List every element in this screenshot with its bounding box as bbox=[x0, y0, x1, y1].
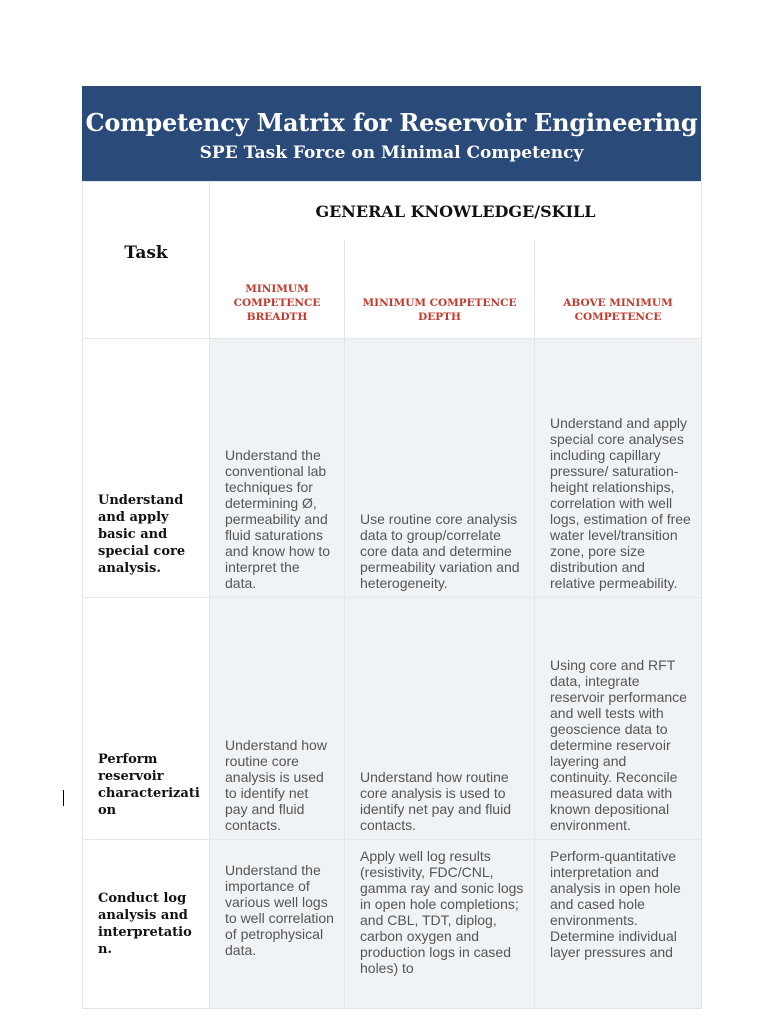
competency-table bbox=[82, 181, 702, 1009]
depth-cell: Understand how routine core analysis is used to identify net pay and fluid contacts. bbox=[345, 598, 535, 840]
above-cell: Understand and apply special core analyses including capillary pressure/ saturation-height relationships, correlation with well logs, estimation of free water level/transition zone, pore size distribution and relative permeability. bbox=[535, 339, 702, 598]
task-cell: Perform reservoir characterizati on bbox=[83, 598, 210, 840]
table-row bbox=[83, 598, 702, 840]
column-header-breadth: MINIMUM COMPETENCE BREADTH bbox=[210, 240, 345, 339]
above-cell: Perform-quantitative interpretation and analysis in open hole and cased hole environments. Determine individual layer pressures and bbox=[535, 840, 702, 1009]
column-header-depth: MINIMUM COMPETENCE DEPTH bbox=[345, 240, 535, 339]
text-cursor bbox=[63, 790, 64, 806]
task-cell: Conduct log analysis and interpretatio n. bbox=[83, 840, 210, 1009]
document-subtitle: SPE Task Force on Minimal Competency bbox=[199, 143, 584, 163]
task-column-header: Task bbox=[83, 182, 210, 339]
depth-cell: Apply well log results (resistivity, FDC/CNL, gamma ray and sonic logs in open hole completions; and CBL, TDT, diplog, carbon oxygen and production logs in cased holes) to bbox=[345, 840, 535, 1009]
breadth-cell: Understand how routine core analysis is used to identify net pay and fluid contacts. bbox=[210, 598, 345, 840]
task-cell: Understand and apply basic and special core analysis. bbox=[83, 339, 210, 598]
competency-matrix-sheet bbox=[82, 86, 701, 1009]
table-row bbox=[83, 840, 702, 1009]
title-banner bbox=[82, 86, 701, 181]
depth-cell: Use routine core analysis data to group/correlate core data and determine permeability variation and heterogeneity. bbox=[345, 339, 535, 598]
breadth-cell: Understand the importance of various well logs to well correlation of petrophysical data. bbox=[210, 840, 345, 1009]
column-header-above: ABOVE MINIMUM COMPETENCE bbox=[535, 240, 702, 339]
above-cell: Using core and RFT data, integrate reservoir performance and well tests with geoscience data to determine reservoir layering and continuity. Reconcile measured data with known depositional environment. bbox=[535, 598, 702, 840]
document-title: Competency Matrix for Reservoir Engineering bbox=[85, 108, 698, 137]
table-row bbox=[83, 339, 702, 598]
breadth-cell: Understand the conventional lab techniques for determining Ø, permeability and fluid saturations and know how to interpret the data. bbox=[210, 339, 345, 598]
group-header: GENERAL KNOWLEDGE/SKILL bbox=[210, 182, 702, 241]
